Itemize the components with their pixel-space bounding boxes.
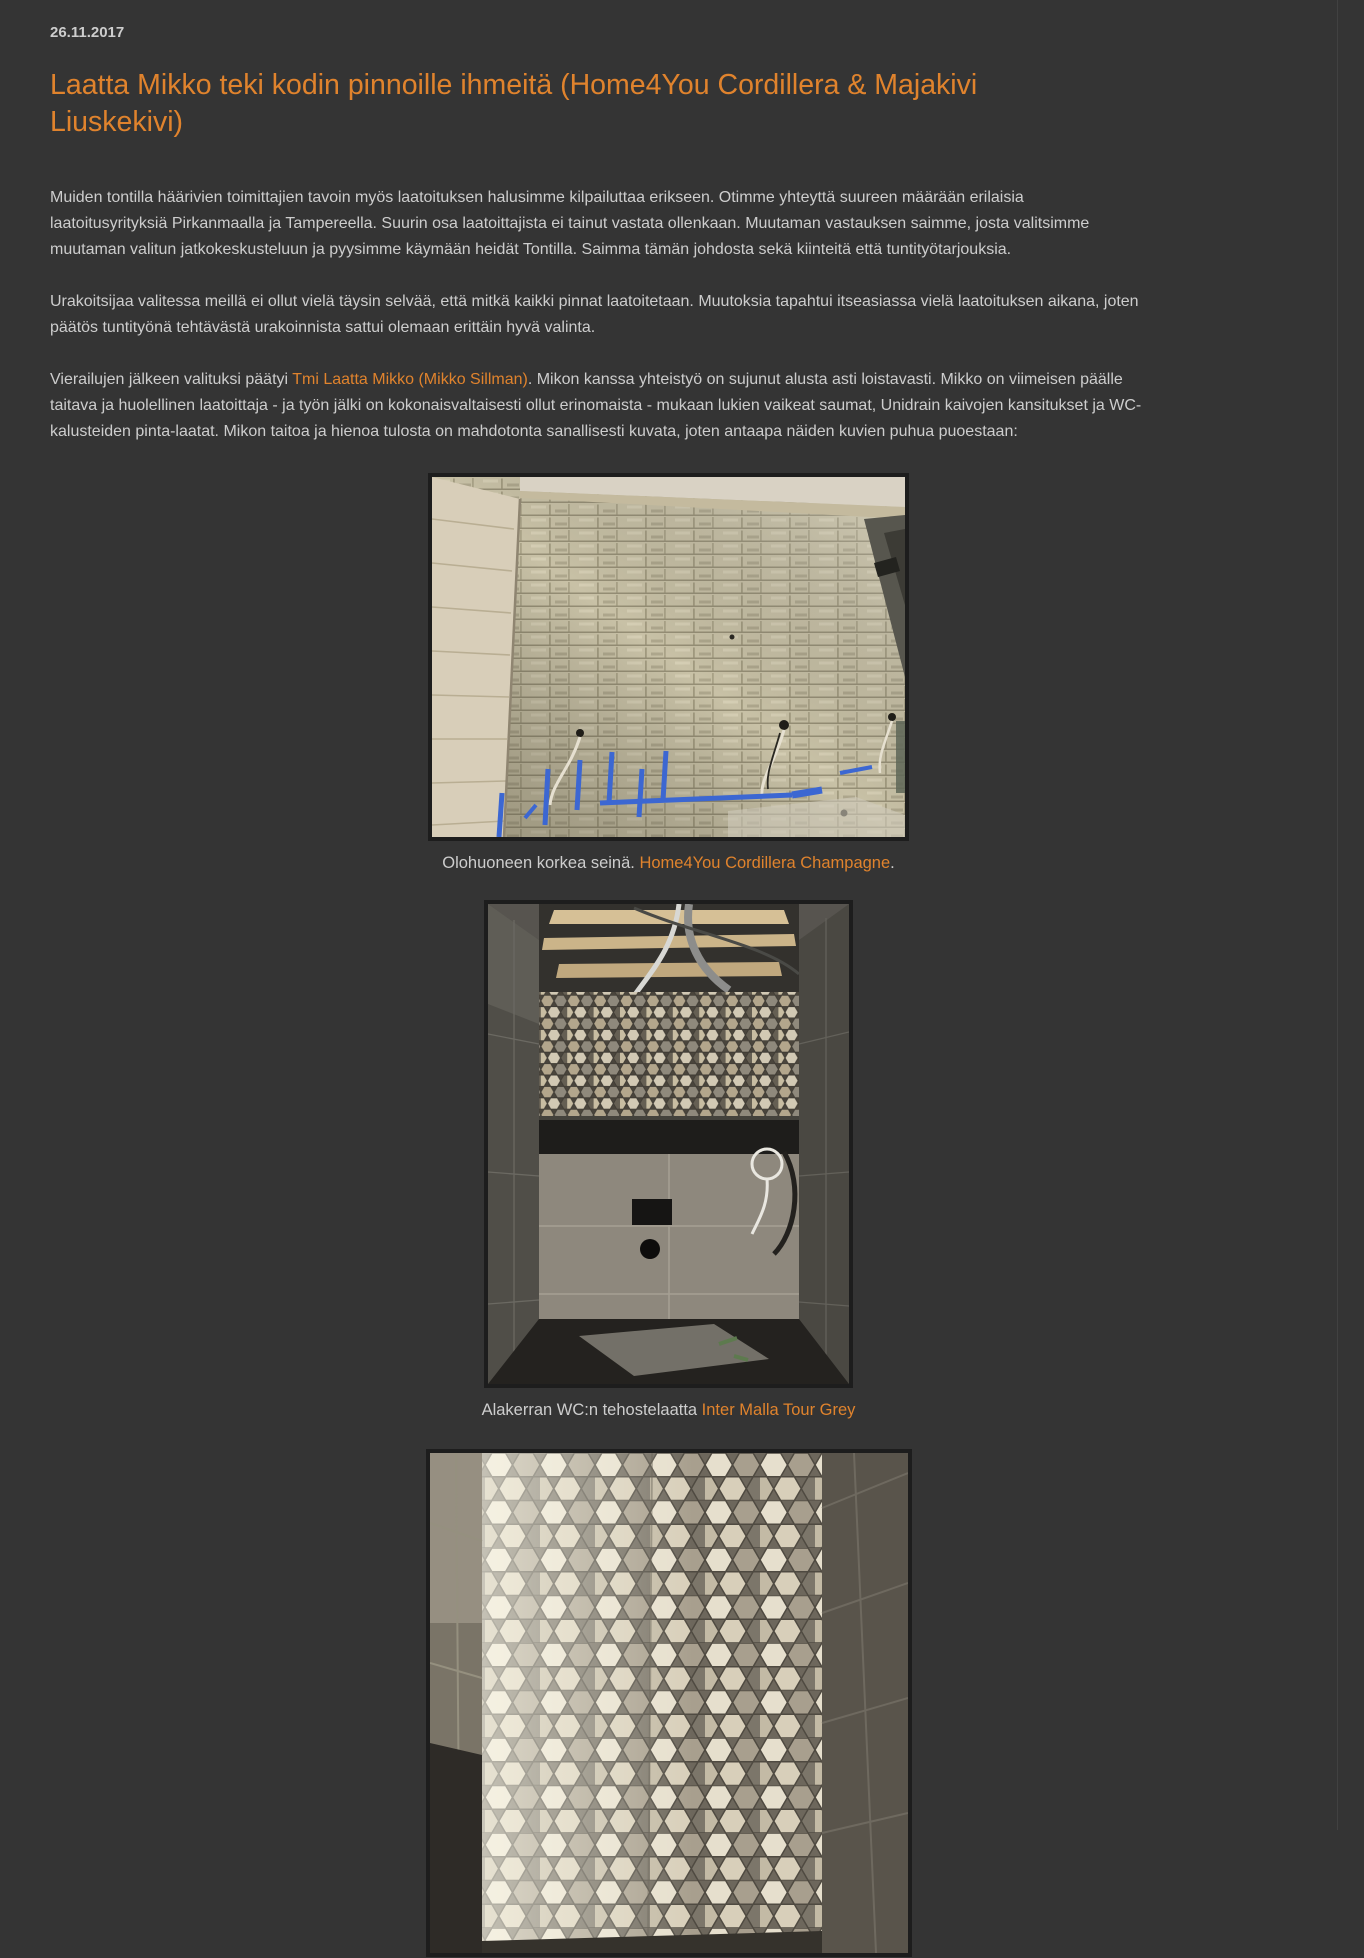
text-link[interactable]: Inter Malla Tour Grey <box>701 1401 856 1420</box>
stone-wall-photo <box>428 473 909 841</box>
text-run: Alakerran WC:n tehostelaatta <box>481 1401 702 1420</box>
text-run: . <box>890 854 895 873</box>
paragraph <box>50 367 1145 445</box>
figure-hex-mosaic <box>50 1449 1287 1958</box>
text-run: Vierailujen jälkeen valituksi päätyi <box>50 371 293 389</box>
paragraph <box>50 289 1145 341</box>
figure-caption <box>50 852 1287 874</box>
text-run: Urakoitsijaa valitessa meillä ei ollut vielä täysin selvää, että mitkä kaikki pinnat laatoitetaan. Muutoksia tapahtui itseasiassa vielä laatoituksen aikana, joten päätös tuntityönä tehtävästä urakoinnista sattui olemaan erittäin hyvä valinta. <box>50 293 1139 337</box>
post-date: 26.11.2017 <box>50 24 125 41</box>
text-run: Olohuoneen korkea seinä. <box>442 854 640 873</box>
figure-wc-room <box>50 900 1287 1421</box>
text-link[interactable]: Home4You Cordillera Champagne <box>639 854 891 873</box>
text-run: . Mikon kanssa yhteistyö on sujunut alusta asti loistavasti. Mikko on viimeisen päälle taitava ja huolellinen laatoittaja - ja työn jälki on kokonaisvaltaisesti ollut erinomaista - mukaan lukien vaikeat saumat, Unidrain kaivojen kansitukset ja WC-kalusteiden pinta-laatat. Mikon taitoa ja hienoa tulosta on mahdotonta sanallisesti kuvata, joten antaapa näiden kuvien puhua puoestaan: <box>50 371 1142 441</box>
wc-room-photo <box>484 900 853 1388</box>
text-link[interactable]: Tmi Laatta Mikko (Mikko Sillman) <box>292 371 528 389</box>
paragraph <box>50 185 1145 263</box>
post-title[interactable]: Laatta Mikko teki kodin pinnoille ihmeitä (Home4You Cordillera & Majakivi Liuskekivi) <box>50 69 978 139</box>
hex-mosaic-photo <box>426 1449 912 1957</box>
text-run: Muiden tontilla häärivien toimittajien tavoin myös laatoituksen halusimme kilpailuttaa erikseen. Otimme yhteyttä suureen määrään erilaisia laatoitusyrityksiä Pirkanmaalla ja Tampereella. Suurin osa laatoittajista ei tainut vastata ollenkaan. Muutaman vastauksen saimme, josta valitsimme muutaman valitun jatkokeskusteluun ja pyysimme käymään heidät Tontilla. Saimma tämän johdosta sekä kiinteitä että tuntityötarjouksia. <box>50 189 1090 259</box>
figure-stone-wall <box>50 473 1287 874</box>
figure-caption <box>50 1399 1287 1421</box>
